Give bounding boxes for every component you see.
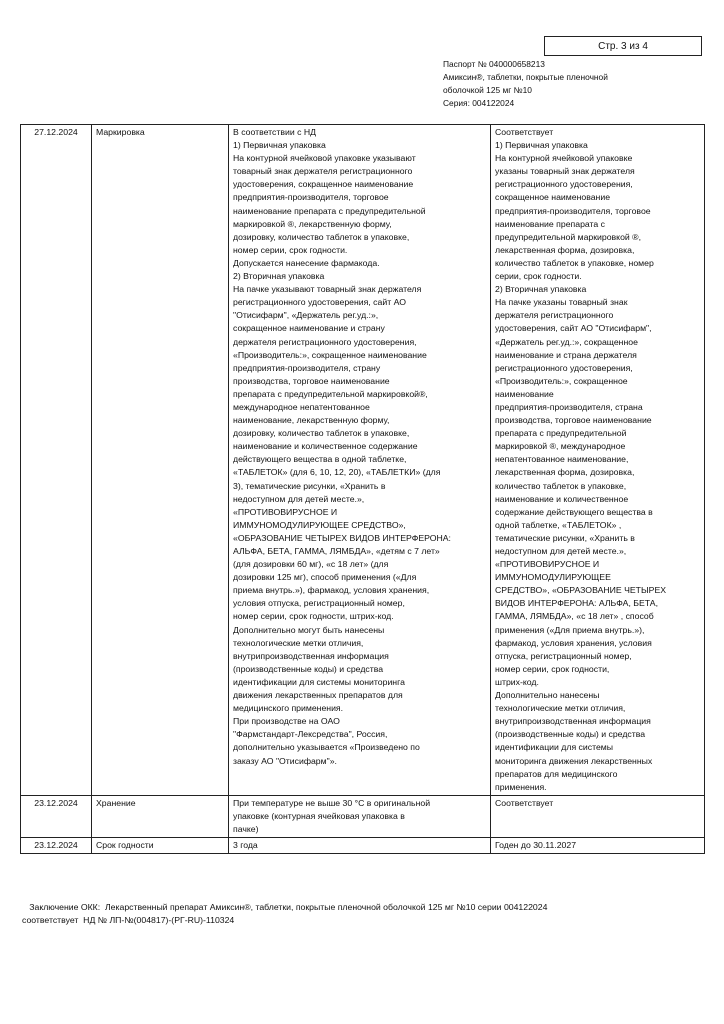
requirement-line: 1) Первичная упаковка bbox=[233, 140, 326, 151]
result-line: внутрипроизводственная информация bbox=[495, 716, 651, 727]
result-line: номер серии, срок годности, bbox=[495, 663, 610, 674]
requirement-line: идентификации для системы мониторинга bbox=[233, 676, 405, 687]
result-line: наименование препарата с bbox=[495, 218, 606, 229]
result-line: наименование и страна держателя bbox=[495, 349, 637, 360]
requirement-line: 3), тематические рисунки, «Хранить в bbox=[233, 480, 386, 491]
result-line: «Производитель:», сокращенное bbox=[495, 375, 628, 386]
result-line: «Держатель рег.уд.:», сокращенное bbox=[495, 336, 638, 347]
result-line: отпуска, регистрационный номер, bbox=[495, 650, 632, 661]
result-line: (производственные коды) и средства bbox=[495, 729, 646, 740]
requirement-line: "Отисифарм", «Держатель рег.уд.:», bbox=[233, 310, 379, 321]
requirement-line: действующего вещества в одной таблетке, bbox=[233, 454, 407, 465]
result-line: 1) Первичная упаковка bbox=[495, 140, 588, 151]
conclusion-line-2: соответствует НД № ЛП-№(004817)-(РГ-RU)-110324 bbox=[22, 915, 235, 925]
requirement-line: "Фармстандарт-Лексредства", Россия, bbox=[233, 729, 388, 740]
requirement-line: удостоверения, сокращенное наименование bbox=[233, 179, 414, 190]
requirement-line: При производстве на ОАО bbox=[233, 716, 340, 727]
result-line: производства, торговое наименование bbox=[495, 415, 652, 426]
requirement-line: упаковке (контурная ячейковая упаковка в bbox=[233, 810, 405, 821]
requirement-line: предприятия-производителя, торговое bbox=[233, 192, 389, 203]
result-line: недоступном для детей месте.», bbox=[495, 546, 627, 556]
requirement-line: Дополнительно могут быть нанесены bbox=[233, 624, 385, 635]
cell-result bbox=[491, 125, 705, 796]
requirement-line: международное непатентованное bbox=[233, 401, 370, 412]
result-line: На пачке указаны товарный знак bbox=[495, 297, 628, 308]
requirement-line: наименование, лекарственную форму, bbox=[233, 415, 390, 426]
result-line: предприятия-производителя, торговое bbox=[495, 205, 651, 216]
result-line: СРЕДСТВО», «ОБРАЗОВАНИЕ ЧЕТЫРЕХ bbox=[495, 585, 667, 596]
result-line: держателя регистрационного bbox=[495, 310, 614, 321]
page-number-box bbox=[544, 36, 702, 56]
requirement-line: 2) Вторичная упаковка bbox=[233, 271, 325, 282]
table-row bbox=[21, 795, 705, 837]
requirement-line: препарата с предупредительной маркировкой®, bbox=[233, 388, 428, 399]
requirement-line: АЛЬФА, БЕТА, ГАММА, ЛЯМБДА», «детям с 7 лет» bbox=[233, 546, 440, 556]
requirement-line: предприятия-производителя, страну bbox=[233, 362, 381, 373]
result-line: мониторинга движения лекарственных bbox=[495, 755, 653, 766]
result-line: содержание действующего вещества в bbox=[495, 506, 653, 517]
cell-result bbox=[491, 795, 705, 837]
requirement-line: дополнительно указывается «Произведено по bbox=[233, 742, 420, 753]
result-line: На контурной ячейковой упаковке bbox=[495, 153, 633, 164]
cell-indicator-name: Маркировка bbox=[92, 125, 229, 796]
result-line: «ПРОТИВОВИРУСНОЕ И bbox=[495, 559, 600, 570]
result-line: лекарственная форма, дозировка, bbox=[495, 467, 635, 478]
requirement-line: дозировки 125 мг), способ применения («Для bbox=[233, 572, 417, 583]
result-line: Годен до 30.11.2027 bbox=[495, 840, 577, 851]
cell-requirement bbox=[229, 838, 491, 854]
requirement-line: дозировку, количество таблеток в упаковке, bbox=[233, 231, 410, 242]
result-line: регистрационного удостоверения, bbox=[495, 179, 633, 190]
cell-date: 23.12.2024 bbox=[21, 795, 92, 837]
result-line: количество таблеток в упаковке, номер bbox=[495, 257, 654, 268]
requirement-line: держателя регистрационного удостоверения, bbox=[233, 336, 417, 347]
requirement-line: условия отпуска, регистрационный номер, bbox=[233, 598, 405, 609]
result-line: указаны товарный знак держателя bbox=[495, 166, 635, 177]
result-line: регистрационного удостоверения, bbox=[495, 362, 633, 373]
requirement-line: дозировку, количество таблеток в упаковке, bbox=[233, 428, 410, 439]
result-line: тематические рисунки, «Хранить в bbox=[495, 532, 635, 543]
result-line: Соответствует bbox=[495, 797, 554, 808]
page-number-label: Стр. 3 из 4 bbox=[598, 40, 648, 52]
requirement-line: номер серии, срок годности, штрих-код. bbox=[233, 611, 394, 622]
result-line: наименование bbox=[495, 388, 554, 399]
result-line: фармакод, условия хранения, условия bbox=[495, 637, 652, 648]
requirement-line: производства, торговое наименование bbox=[233, 375, 390, 386]
qc-conclusion bbox=[22, 901, 547, 927]
requirement-line: движения лекарственных препаратов для bbox=[233, 690, 403, 701]
table-row bbox=[21, 125, 705, 796]
result-line: препаратов для медицинского bbox=[495, 768, 618, 779]
result-line: Соответствует bbox=[495, 127, 554, 137]
result-line: технологические метки отличия, bbox=[495, 703, 626, 714]
cell-date: 27.12.2024 bbox=[21, 125, 92, 796]
result-line: ВИДОВ ИНТЕРФЕРОНА: АЛЬФА, БЕТА, bbox=[495, 598, 659, 609]
result-line: Дополнительно нанесены bbox=[495, 690, 600, 701]
requirement-line: «ОБРАЗОВАНИЕ ЧЕТЫРЕХ ВИДОВ ИНТЕРФЕРОНА: bbox=[233, 532, 451, 543]
cell-requirement bbox=[229, 795, 491, 837]
table-row bbox=[21, 838, 705, 854]
test-results-table bbox=[20, 124, 705, 854]
result-line: ГАММА, ЛЯМБДА», «с 18 лет» , способ bbox=[495, 611, 654, 622]
requirement-line: При температуре не выше 30 °С в оригинальной bbox=[233, 797, 431, 808]
requirement-line: «ТАБЛЕТОК» (для 6, 10, 12, 20), «ТАБЛЕТКИ» (для bbox=[233, 467, 441, 478]
requirement-line: На пачке указывают товарный знак держателя bbox=[233, 284, 422, 295]
requirement-line: 3 года bbox=[233, 840, 258, 851]
result-line: одной таблетке, «ТАБЛЕТОК» , bbox=[495, 519, 622, 530]
result-line: препарата с предупредительной bbox=[495, 428, 627, 439]
result-line: 2) Вторичная упаковка bbox=[495, 284, 587, 295]
requirement-line: «ПРОТИВОВИРУСНОЕ И bbox=[233, 506, 338, 517]
requirement-line: товарный знак держателя регистрационного bbox=[233, 166, 413, 177]
requirement-line: приема внутрь.»), фармакод, условия хранения, bbox=[233, 585, 430, 596]
cell-requirement bbox=[229, 125, 491, 796]
result-line: предупредительной маркировкой ®, bbox=[495, 231, 641, 242]
requirement-line: заказу АО "Отисифарм"». bbox=[233, 755, 337, 766]
requirement-line: пачке) bbox=[233, 823, 259, 834]
requirement-line: (для дозировки 60 мг), «с 18 лет» (для bbox=[233, 559, 389, 570]
product-name-line: Амиксин®, таблетки, покрытые пленочной bbox=[443, 72, 608, 82]
requirement-line: (производственные коды) и средства bbox=[233, 663, 384, 674]
result-line: сокращенное наименование bbox=[495, 192, 611, 203]
series-line: Серия: 004122024 bbox=[443, 98, 515, 108]
requirement-line: внутрипроизводственная информация bbox=[233, 650, 389, 661]
result-line: идентификации для системы bbox=[495, 742, 614, 753]
requirement-line: ИММУНОМОДУЛИРУЮЩЕЕ СРЕДСТВО», bbox=[233, 519, 406, 530]
requirement-line: Допускается нанесение фармакода. bbox=[233, 257, 380, 268]
result-line: наименование и количественное bbox=[495, 493, 629, 504]
cell-result bbox=[491, 838, 705, 854]
requirement-line: В соответствии с НД bbox=[233, 127, 317, 137]
requirement-line: регистрационного удостоверения, сайт АО bbox=[233, 297, 406, 308]
result-line: удостоверения, сайт АО "Отисифарм", bbox=[495, 323, 652, 334]
result-line: маркировкой ®, международное bbox=[495, 441, 626, 452]
product-dose-line: оболочкой 125 мг №10 bbox=[443, 85, 532, 95]
result-line: серии, срок годности. bbox=[495, 271, 582, 282]
conclusion-line-1: Заключение ОКК: Лекарственный препарат Амиксин®, таблетки, покрытые пленочной оболочкой 125 мг №10 серии 004122024 bbox=[22, 902, 548, 912]
requirement-line: недоступном для детей месте.», bbox=[233, 493, 365, 504]
cell-indicator-name: Срок годности bbox=[92, 838, 229, 854]
requirement-line: наименование препарата с предупредительной bbox=[233, 205, 426, 216]
result-line: применения. bbox=[495, 781, 547, 792]
cell-indicator-name: Хранение bbox=[92, 795, 229, 837]
result-line: ИММУНОМОДУЛИРУЮЩЕЕ bbox=[495, 572, 611, 583]
requirement-line: медицинского применения. bbox=[233, 703, 344, 714]
requirement-line: технологические метки отличия, bbox=[233, 637, 364, 648]
requirement-line: маркировкой ®, лекарственную форму, bbox=[233, 218, 392, 229]
passport-number: Паспорт № 040000658213 bbox=[443, 59, 545, 69]
result-line: непатентованное наименование, bbox=[495, 454, 629, 465]
requirement-line: сокращенное наименование и страну bbox=[233, 323, 385, 334]
result-line: штрих-код. bbox=[495, 676, 539, 687]
cell-date: 23.12.2024 bbox=[21, 838, 92, 854]
requirement-line: наименование и количественное содержание bbox=[233, 441, 418, 452]
result-line: предприятия-производителя, страна bbox=[495, 401, 643, 412]
requirement-line: «Производитель:», сокращенное наименование bbox=[233, 349, 427, 360]
requirement-line: На контурной ячейковой упаковке указывают bbox=[233, 153, 416, 164]
requirement-line: номер серии, срок годности. bbox=[233, 244, 348, 255]
result-line: количество таблеток в упаковке, bbox=[495, 480, 627, 491]
result-line: лекарственная форма, дозировка, bbox=[495, 244, 635, 255]
passport-header bbox=[443, 58, 608, 110]
result-line: применения («Для приема внутрь.»), bbox=[495, 624, 645, 635]
